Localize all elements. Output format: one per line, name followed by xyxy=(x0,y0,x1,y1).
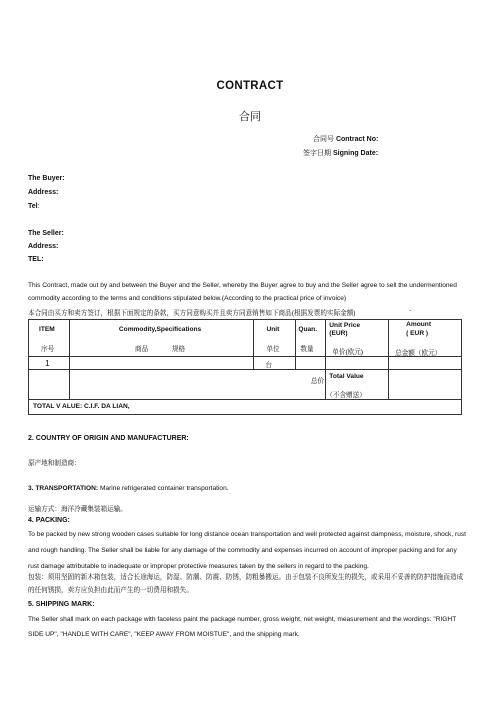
section-3-cn: 运输方式：海洋冷藏集装箱运输。 xyxy=(28,506,127,513)
total-value-cell xyxy=(326,370,389,400)
col-item-en: ITEM xyxy=(39,326,55,333)
table-row xyxy=(29,357,462,370)
section-3-text: Marine refrigerated container transportation. xyxy=(99,485,229,492)
buyer-heading: The Buyer: xyxy=(28,175,65,182)
contract-no-label: Contract No: xyxy=(335,136,379,143)
signing-date-label: Signing Date: xyxy=(332,150,379,157)
col-item-cn: 序号 xyxy=(41,346,55,353)
section-3-number: 3. xyxy=(28,485,34,492)
col-amount-en-2: ( EUR ) xyxy=(406,330,429,337)
section-5-text: The Seller shall mark on each package with faceless paint the package number, gross weight, net weight, measurement and the wordings: "RIGHT SIDE UP", "HANDLE WITH CARE", "KEEP AWAY FROM MOISTUE", and the shipping mark. xyxy=(28,616,457,638)
section-4-cn: 包装：须用坚固的新木箱包装，适合长途海运，防湿、防潮、防震、防锈，防粗暴搬运。由于包装不良所发生的损失，或采用不妥善的防护措施而造成的任何锈损，卖方应负担由此而产生的一切费用和损失。 xyxy=(28,574,464,594)
intro-paragraph-cn: 本合同由买方和卖方签订，根据下面规定的条款，买方同意购买并且卖方同意销售如下商品(根据发票的实际金额) xyxy=(28,310,356,317)
total-label-cell xyxy=(69,370,325,400)
total-amount-cell xyxy=(389,370,462,400)
col-quan-header xyxy=(296,320,326,357)
col-commodity-header xyxy=(69,320,254,357)
signing-date-line xyxy=(303,148,378,158)
col-commodity-cn-2: 规格 xyxy=(171,346,186,353)
table-total-value-row xyxy=(29,400,462,415)
section-4-text: To be packed by new strong wooden cases suitable for long distance ocean transportation and well protected against dampness, moisture, shock, rust and rough handling. The Seller shall be liable for any damage of the commodity and expenses incurred on account of improper packing and for any rust damage attributable to inadequate or improper protective measures taken by the sellers in regard to the packing. xyxy=(28,531,467,570)
col-commodity-en: Commodity,Specifications xyxy=(118,326,202,333)
row-item-cell xyxy=(29,357,70,370)
total-row-item-cell xyxy=(29,370,70,400)
col-unit-price-en-1: Unit Price xyxy=(329,322,361,329)
col-quan-en: Quan. xyxy=(298,326,318,333)
col-amount-en-1: Amount xyxy=(406,321,432,328)
commodity-table xyxy=(28,319,462,415)
page-title: CONTRACT xyxy=(216,80,284,92)
col-amount-cn: 总金额（欧元） xyxy=(395,350,442,357)
section-4-number: 4. xyxy=(28,517,34,524)
total-value-note: （不含赠送） xyxy=(326,392,366,399)
total-value-line: TOTAL V ALUE: C.I.F. DA LIAN, xyxy=(33,403,130,410)
section-5-number: 5. xyxy=(28,601,34,608)
row-amount-cell xyxy=(389,357,462,370)
col-unit-header xyxy=(254,320,296,357)
row-item-value: 1 xyxy=(45,358,50,368)
intro-dot: . xyxy=(409,304,412,313)
col-item-header xyxy=(29,320,70,357)
section-2-title: COUNTRY OF ORIGIN AND MANUFACTURER: xyxy=(35,435,189,442)
table-total-row xyxy=(29,370,462,400)
seller-address-label: Address: xyxy=(28,243,59,250)
total-label-cn: 总价 xyxy=(310,378,325,385)
row-commodity-cell xyxy=(69,357,254,370)
col-commodity-cn-1: 商品 xyxy=(134,346,149,353)
section-3-line xyxy=(28,485,229,492)
section-5-title: SHIPPING MARK: xyxy=(35,601,95,608)
seller-tel-label: TEL: xyxy=(28,256,44,263)
intro-paragraph-en: This Contract, made out by and between the Buyer and the Seller, whereby the Buyer agree to buy and the Seller agree to sell the undermentioned commodity according to the terms and conditions stipulated below.(According to the practical price of invoice) xyxy=(28,282,457,302)
row-quan-cell xyxy=(296,357,326,370)
buyer-address-label: Address: xyxy=(28,189,59,196)
col-unit-cn: 单位 xyxy=(266,346,280,353)
section-5-heading xyxy=(28,601,95,608)
contract-no-line xyxy=(313,134,378,144)
col-quan-cn: 数量 xyxy=(300,346,314,353)
page-subtitle: 合同 xyxy=(239,111,261,123)
section-2-cn: 原产地和制造商： xyxy=(28,460,81,467)
section-4-heading xyxy=(28,517,70,524)
col-unit-price-en-2: (EUR) xyxy=(329,330,348,337)
col-unit-price-header xyxy=(326,320,389,357)
buyer-tel-label: Tel xyxy=(28,203,38,210)
col-amount-header xyxy=(389,320,462,357)
section-2-number: 2. xyxy=(28,435,34,442)
total-value-label: Total Value xyxy=(329,373,364,380)
row-unit-value: 台 xyxy=(265,362,273,369)
section-3-title: TRANSPORTATION: xyxy=(35,485,99,492)
contract-no-cn: 合同号 xyxy=(313,136,334,143)
signing-date-cn: 签字日期 xyxy=(303,150,331,157)
table-header-row xyxy=(29,320,462,357)
buyer-tel-colon: : xyxy=(37,203,40,210)
total-value-line-cell xyxy=(29,400,462,415)
col-unit-price-cn: 单价(欧元) xyxy=(332,349,364,356)
col-unit-en: Unit xyxy=(266,326,280,333)
buyer-tel-line xyxy=(28,203,40,210)
section-4-title: PACKING: xyxy=(35,517,70,524)
row-unit-price-cell xyxy=(326,357,389,370)
row-unit-cell xyxy=(254,357,296,370)
seller-heading: The Seller: xyxy=(28,230,64,237)
section-2-heading xyxy=(28,435,189,442)
